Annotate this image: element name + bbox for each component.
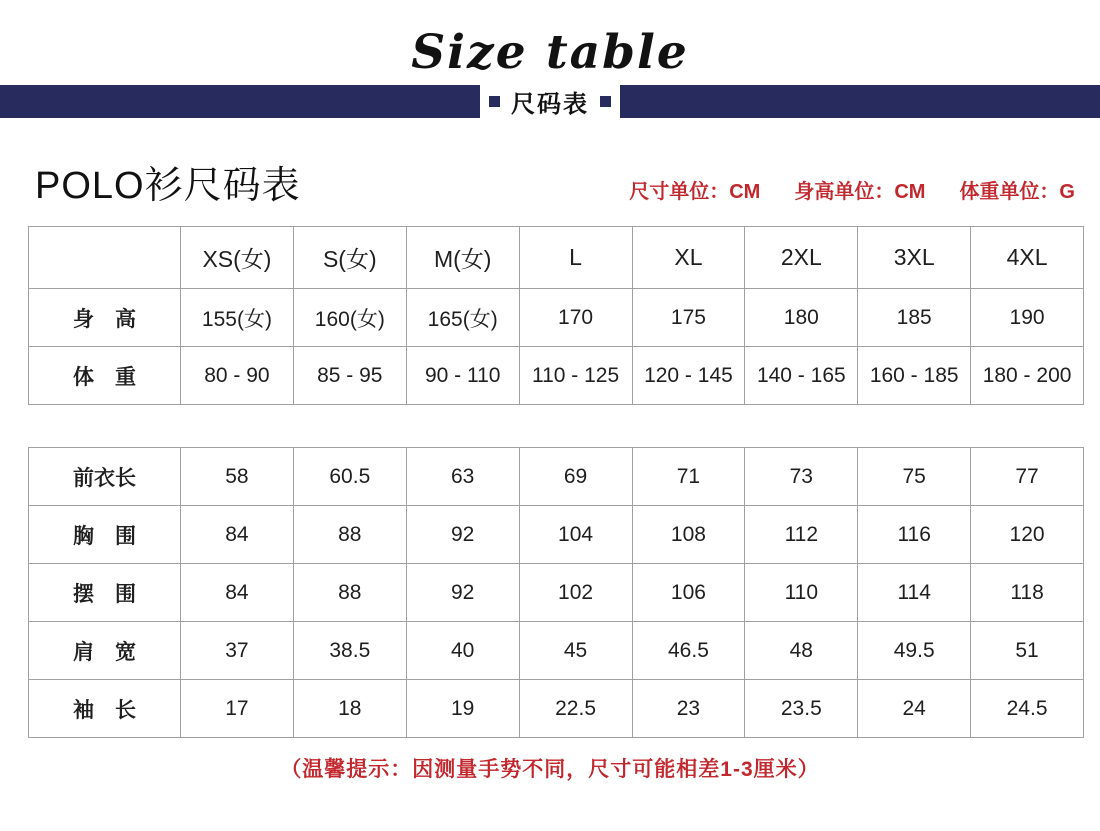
page-title-en: Size table bbox=[411, 25, 689, 80]
sleeve-cell: 19 bbox=[406, 680, 519, 738]
weight-cell: 80 - 90 bbox=[181, 347, 294, 405]
corner-cell bbox=[29, 227, 181, 289]
front-length-cell: 63 bbox=[406, 448, 519, 506]
hem-cell: 88 bbox=[293, 564, 406, 622]
shoulder-cell: 46.5 bbox=[632, 622, 745, 680]
hem-row bbox=[29, 564, 1084, 622]
chest-cell: 108 bbox=[632, 506, 745, 564]
measurement-table bbox=[28, 447, 1084, 738]
col-header-3xl: 3XL bbox=[858, 227, 971, 289]
height-cell: 185 bbox=[858, 289, 971, 347]
front-length-cell: 71 bbox=[632, 448, 745, 506]
front-length-cell: 77 bbox=[971, 448, 1084, 506]
chest-cell: 120 bbox=[971, 506, 1084, 564]
chest-cell: 104 bbox=[519, 506, 632, 564]
chest-cell: 88 bbox=[293, 506, 406, 564]
col-header-m: M(女) bbox=[406, 227, 519, 289]
height-cell: 155(女) bbox=[181, 289, 294, 347]
height-cell: 180 bbox=[745, 289, 858, 347]
size-table-page bbox=[0, 25, 1100, 783]
sleeve-cell: 17 bbox=[181, 680, 294, 738]
sleeve-cell: 22.5 bbox=[519, 680, 632, 738]
front-length-cell: 60.5 bbox=[293, 448, 406, 506]
hem-cell: 114 bbox=[858, 564, 971, 622]
col-header-2xl: 2XL bbox=[745, 227, 858, 289]
unit-weight-label: 体重单位：G bbox=[959, 181, 1075, 204]
banner bbox=[0, 85, 1100, 118]
shoulder-cell: 51 bbox=[971, 622, 1084, 680]
corner-spec-label: 规 格 bbox=[110, 237, 170, 260]
front-length-row bbox=[29, 448, 1084, 506]
col-header-l: L bbox=[519, 227, 632, 289]
hem-cell: 102 bbox=[519, 564, 632, 622]
unit-height-label: 身高单位：CM bbox=[794, 181, 926, 204]
table-heading: POLO衫尺码表 bbox=[35, 165, 301, 208]
banner-title: 尺码表 bbox=[511, 91, 589, 119]
sleeve-cell: 18 bbox=[293, 680, 406, 738]
shoulder-cell: 37 bbox=[181, 622, 294, 680]
units-note bbox=[629, 175, 1075, 209]
height-cell: 160(女) bbox=[293, 289, 406, 347]
banner-square-right-icon bbox=[600, 96, 611, 107]
sleeve-cell: 24 bbox=[858, 680, 971, 738]
weight-cell: 160 - 185 bbox=[858, 347, 971, 405]
row-label-chest: 胸 围 bbox=[29, 506, 181, 564]
height-row bbox=[29, 289, 1084, 347]
corner-part-label: 部 位 bbox=[37, 261, 97, 284]
front-length-cell: 58 bbox=[181, 448, 294, 506]
col-header-xl: XL bbox=[632, 227, 745, 289]
weight-cell: 110 - 125 bbox=[519, 347, 632, 405]
col-header-xs: XS(女) bbox=[181, 227, 294, 289]
row-label-shoulder: 肩 宽 bbox=[29, 622, 181, 680]
shoulder-cell: 38.5 bbox=[293, 622, 406, 680]
height-cell: 170 bbox=[519, 289, 632, 347]
shoulder-cell: 48 bbox=[745, 622, 858, 680]
sleeve-row bbox=[29, 680, 1084, 738]
hem-cell: 84 bbox=[181, 564, 294, 622]
hem-cell: 110 bbox=[745, 564, 858, 622]
weight-cell: 120 - 145 bbox=[632, 347, 745, 405]
row-label-front-length: 前衣长 bbox=[29, 448, 181, 506]
weight-row bbox=[29, 347, 1084, 405]
banner-bar-right bbox=[620, 85, 1100, 118]
size-spec-table bbox=[28, 226, 1084, 405]
heading-row bbox=[35, 154, 1075, 209]
hem-cell: 92 bbox=[406, 564, 519, 622]
size-header-row bbox=[29, 227, 1084, 289]
front-length-cell: 75 bbox=[858, 448, 971, 506]
weight-cell: 140 - 165 bbox=[745, 347, 858, 405]
height-cell: 190 bbox=[971, 289, 1084, 347]
col-header-4xl: 4XL bbox=[971, 227, 1084, 289]
row-label-hem: 摆 围 bbox=[29, 564, 181, 622]
shoulder-cell: 45 bbox=[519, 622, 632, 680]
chest-cell: 116 bbox=[858, 506, 971, 564]
shoulder-row bbox=[29, 622, 1084, 680]
height-cell: 165(女) bbox=[406, 289, 519, 347]
sleeve-cell: 24.5 bbox=[971, 680, 1084, 738]
measurement-tip-note: （温馨提示：因测量手势不同，尺寸可能相差1-3厘米） bbox=[280, 758, 820, 782]
banner-square-left-icon bbox=[489, 96, 500, 107]
sleeve-cell: 23.5 bbox=[745, 680, 858, 738]
front-length-cell: 69 bbox=[519, 448, 632, 506]
shoulder-cell: 40 bbox=[406, 622, 519, 680]
weight-cell: 90 - 110 bbox=[406, 347, 519, 405]
hem-cell: 118 bbox=[971, 564, 1084, 622]
banner-bar-left bbox=[0, 85, 480, 118]
row-label-weight: 体 重 bbox=[29, 347, 181, 405]
hem-cell: 106 bbox=[632, 564, 745, 622]
banner-center bbox=[480, 85, 620, 118]
weight-cell: 85 - 95 bbox=[293, 347, 406, 405]
sleeve-cell: 23 bbox=[632, 680, 745, 738]
row-label-height: 身 高 bbox=[29, 289, 181, 347]
chest-row bbox=[29, 506, 1084, 564]
col-header-s: S(女) bbox=[293, 227, 406, 289]
shoulder-cell: 49.5 bbox=[858, 622, 971, 680]
row-label-sleeve: 袖 长 bbox=[29, 680, 181, 738]
front-length-cell: 73 bbox=[745, 448, 858, 506]
weight-cell: 180 - 200 bbox=[971, 347, 1084, 405]
height-cell: 175 bbox=[632, 289, 745, 347]
chest-cell: 84 bbox=[181, 506, 294, 564]
unit-size-label: 尺寸单位：CM bbox=[629, 181, 761, 204]
chest-cell: 92 bbox=[406, 506, 519, 564]
chest-cell: 112 bbox=[745, 506, 858, 564]
